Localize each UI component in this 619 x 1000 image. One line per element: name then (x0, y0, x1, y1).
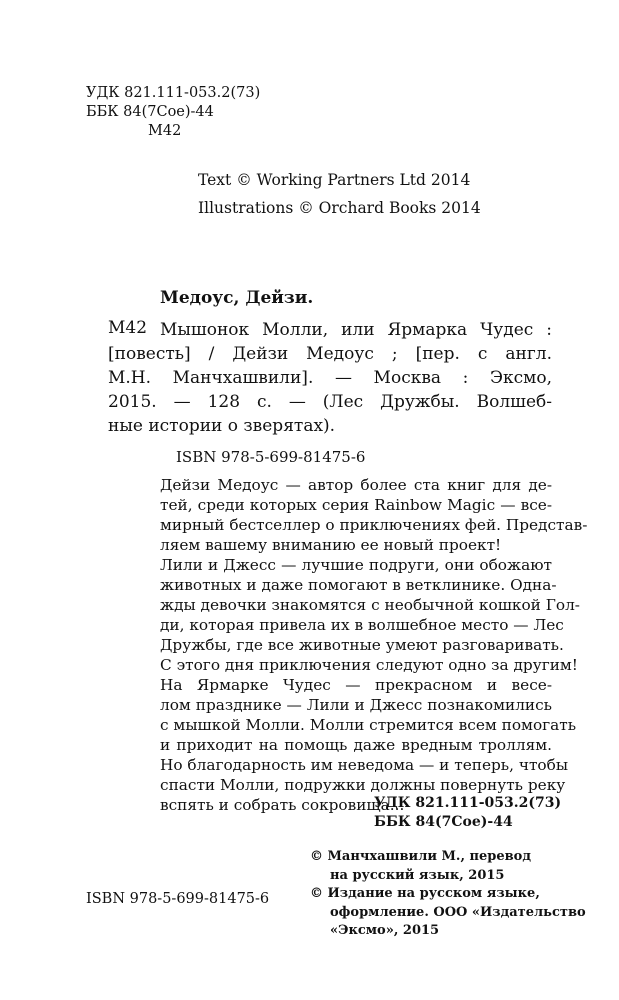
record-author-mark: М42 (108, 318, 148, 338)
annotation-line: спасти Молли, подружки должны повернуть реку (160, 776, 566, 794)
biblio-line: [повесть] / Дейзи Медоус ; [пер. с англ. (108, 344, 552, 364)
annotation-line: с мышкой Молли. Молли стремится всем помогать (160, 716, 577, 734)
annotation-line: На Ярмарке Чудес — прекрасном и весе- (160, 676, 552, 694)
annotation-line: Но благодарность им неведома — и теперь, чтобы (160, 756, 569, 774)
annotation-line: лом празднике — Лили и Джесс познакомились (160, 696, 552, 714)
annotation-line: Дейзи Медоус — автор более ста книг для де- (160, 476, 552, 494)
bbk-code-bottom: ББК 84(7Сое)-44 (374, 814, 513, 830)
annotation-line: ляем вашему вниманию ее новый проект! (160, 536, 502, 554)
annotation-line: и приходит на помощь даже вредным троллям. (160, 736, 552, 754)
original-credits (198, 166, 481, 222)
russian-edition-copyrights (310, 848, 586, 941)
translation-copyright-line: © Манчхашвили М., перевод (310, 849, 532, 864)
annotation-line: животных и даже помогают в ветклинике. Одна- (160, 576, 557, 594)
annotation-line: тей, среди которых серия Rainbow Magic — все- (160, 496, 552, 514)
translation-copyright-line: на русский язык, 2015 (330, 867, 505, 883)
isbn-bottom: ISBN 978-5-699-81475-6 (86, 891, 270, 907)
author-mark: М42 (148, 123, 182, 139)
udk-code-bottom: УДК 821.111-053.2(73) (374, 795, 562, 811)
top-classification-codes (86, 84, 260, 141)
annotation-line: Дружбы, где все животные умеют разговаривать. (160, 636, 564, 654)
biblio-line: Мышонок Молли, или Ярмарка Чудес : (160, 320, 552, 340)
annotation-line: Лили и Джесс — лучшие подруги, они обожают (160, 556, 552, 574)
annotation-line: вспять и собрать сокровища... (160, 796, 405, 814)
annotation-line: мирный бестселлер о приключениях фей. Представ- (160, 516, 588, 534)
text-copyright: Text © Working Partners Ltd 2014 (198, 171, 471, 189)
record-isbn: ISBN 978-5-699-81475-6 (176, 448, 366, 466)
record-author: Медоус, Дейзи. (160, 288, 314, 308)
edition-copyright-line: оформление. ООО «Издательство (330, 904, 586, 920)
annotation-line: С этого дня приключения следуют одно за другим! (160, 656, 578, 674)
annotation (160, 475, 588, 815)
annotation-line: ди, которая привела их в волшебное место — Лес (160, 616, 564, 634)
illustrations-copyright: Illustrations © Orchard Books 2014 (198, 199, 481, 217)
biblio-line: М.Н. Манчхашвили]. — Москва : Эксмо, (108, 368, 552, 388)
annotation-line: жды девочки знакомятся с необычной кошкой Гол- (160, 596, 580, 614)
udk-code: УДК 821.111-053.2(73) (86, 85, 261, 101)
bottom-classification-codes (374, 794, 561, 832)
biblio-line: 2015. — 128 с. — (Лес Дружбы. Волшеб- (108, 392, 552, 412)
biblio-line: ные истории о зверятах). (108, 416, 336, 436)
edition-copyright-line: © Издание на русском языке, (310, 886, 540, 901)
bbk-code: ББК 84(7Сое)-44 (86, 104, 214, 120)
edition-copyright-line: «Эксмо», 2015 (330, 923, 440, 938)
